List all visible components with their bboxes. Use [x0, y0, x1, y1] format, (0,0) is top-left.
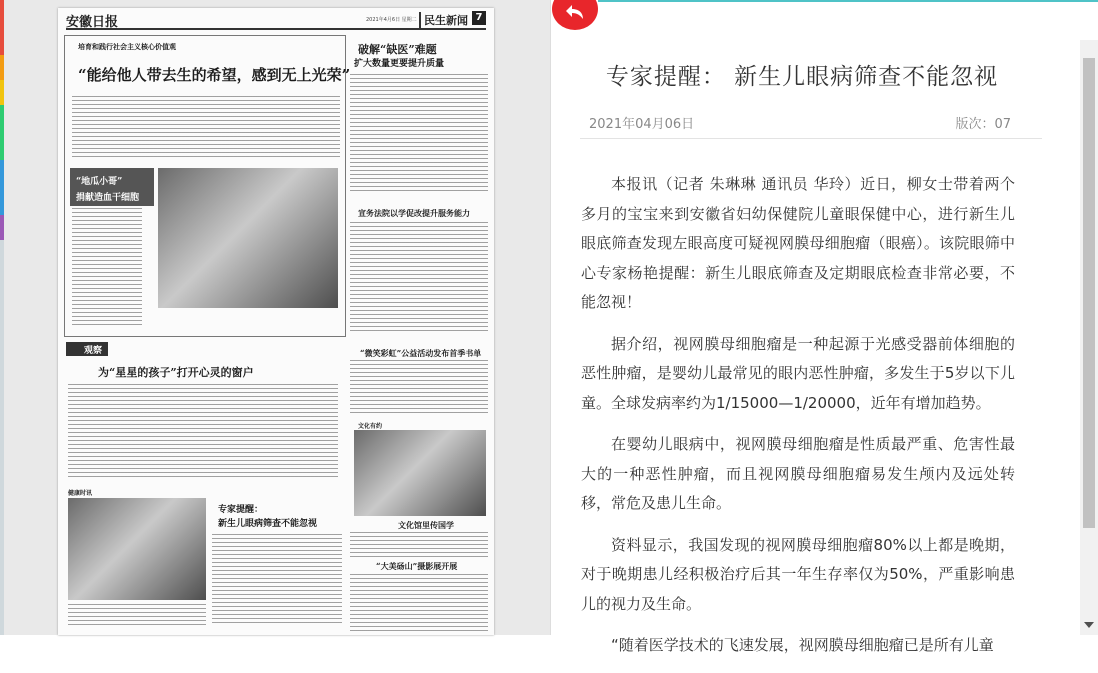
headline-eye-2[interactable]: 新生儿眼病筛查不能忽视: [218, 519, 318, 529]
article-panel: [552, 0, 1080, 654]
article-paragraph: “随着医学技术的飞速发展，视网膜母细胞瘤已是所有儿童: [611, 636, 994, 654]
top-accent-band: [598, 0, 1098, 2]
culture-tag: 文化有约: [358, 423, 383, 430]
column-tag: 观察: [84, 346, 103, 356]
scroll-down-arrow-icon[interactable]: [1084, 622, 1094, 628]
article-text-block: [72, 96, 340, 160]
article-paragraph: 资料显示，我国发现的视网膜母细胞瘤80%以上都是晚期，对于晚期患儿经积极治疗后其一年生存率仅为50%，严重影响患儿的视力及生命。: [581, 535, 1015, 613]
headline-law[interactable]: 宣务法院以学促改提升服务能力: [358, 208, 470, 218]
masthead: [66, 10, 486, 30]
article-text-block: [68, 384, 338, 480]
headline-charity[interactable]: “微笑彩虹”公益活动发布首季书单: [360, 348, 482, 358]
headline-right-top[interactable]: 破解“缺医”难题: [358, 43, 437, 56]
article-text-block: [350, 74, 488, 194]
headline-kids[interactable]: 为“星星的孩子”打开心灵的窗户: [98, 366, 254, 379]
subheadline-1: “地瓜小哥”: [76, 177, 123, 187]
article-text-block: [350, 222, 488, 332]
headline-right-sub: 扩大数量更要提升质量: [354, 59, 445, 69]
section-title: 民生新闻: [419, 12, 468, 28]
headline-dahuang[interactable]: “大美砀山”摄影展开展: [376, 561, 458, 571]
article-paragraph: 在婴幼儿眼病中，视网膜母细胞瘤是性质最严重、危害性最大的一种恶性肿瘤，而且视网膜母细胞瘤易发生颅内及远处转移，常危及患儿生命。: [581, 435, 1015, 512]
headline-kicker: 培育和践行社会主义核心价值观: [78, 42, 176, 51]
article-text-block: [212, 534, 342, 624]
newspaper-page[interactable]: [58, 8, 494, 635]
photo-caption: [68, 604, 206, 626]
panel-divider: [550, 0, 551, 635]
article-text-block: [350, 532, 488, 558]
article-body: [581, 170, 1015, 673]
page-number: 7: [472, 11, 486, 25]
subheadline-2: 捐献造血干细胞: [76, 193, 140, 203]
masthead-date: 2021年4月6日 星期二: [366, 17, 417, 23]
article-text-block: [350, 360, 488, 416]
scrollbar-thumb[interactable]: [1083, 58, 1095, 528]
article-paragraph: 据介绍，视网膜母细胞瘤是一种起源于光感受器前体细胞的恶性肿瘤，是婴幼儿最常见的眼内恶性肿瘤，多发生于5岁以下儿童。全球发病率约为1/15000—1/20000，近年有增加趋势。: [581, 334, 1015, 412]
health-tag: 健康时讯: [68, 490, 93, 497]
title-rule: [580, 138, 1042, 139]
eye-exam-photo: [68, 498, 206, 600]
article-text-block: [72, 208, 142, 328]
headline-eye-1[interactable]: 专家提醒：: [218, 505, 264, 515]
article-version: 版次：07: [955, 117, 1011, 132]
article-date: 2021年04月06日: [589, 117, 695, 132]
hospital-photo: [158, 168, 338, 308]
headline-culture[interactable]: 文化馆里传国学: [398, 520, 454, 530]
article-text-block: [350, 574, 488, 632]
masthead-logo: 安徽日报: [66, 15, 119, 30]
article-scrollbar[interactable]: [1080, 40, 1098, 635]
dance-photo: [354, 430, 486, 516]
headline-main[interactable]: “能给他人带去生的希望，感到无上光荣”: [78, 66, 351, 84]
article-paragraph: 本报讯（记者 朱琳琳 通讯员 华玲）近日，柳女士带着两个多月的宝宝来到安徽省妇幼保健院儿童眼保健中心，进行新生儿眼底筛查发现左眼高度可疑视网膜母细胞瘤（眼癌）。该院眼筛中心专家杨艳提醒：新生儿眼底筛查及定期眼底检查非常必要，不能忽视！: [581, 175, 1015, 311]
article-title: 专家提醒： 新生儿眼病筛查不能忽视: [605, 64, 999, 90]
back-arrow-icon: [565, 3, 587, 21]
